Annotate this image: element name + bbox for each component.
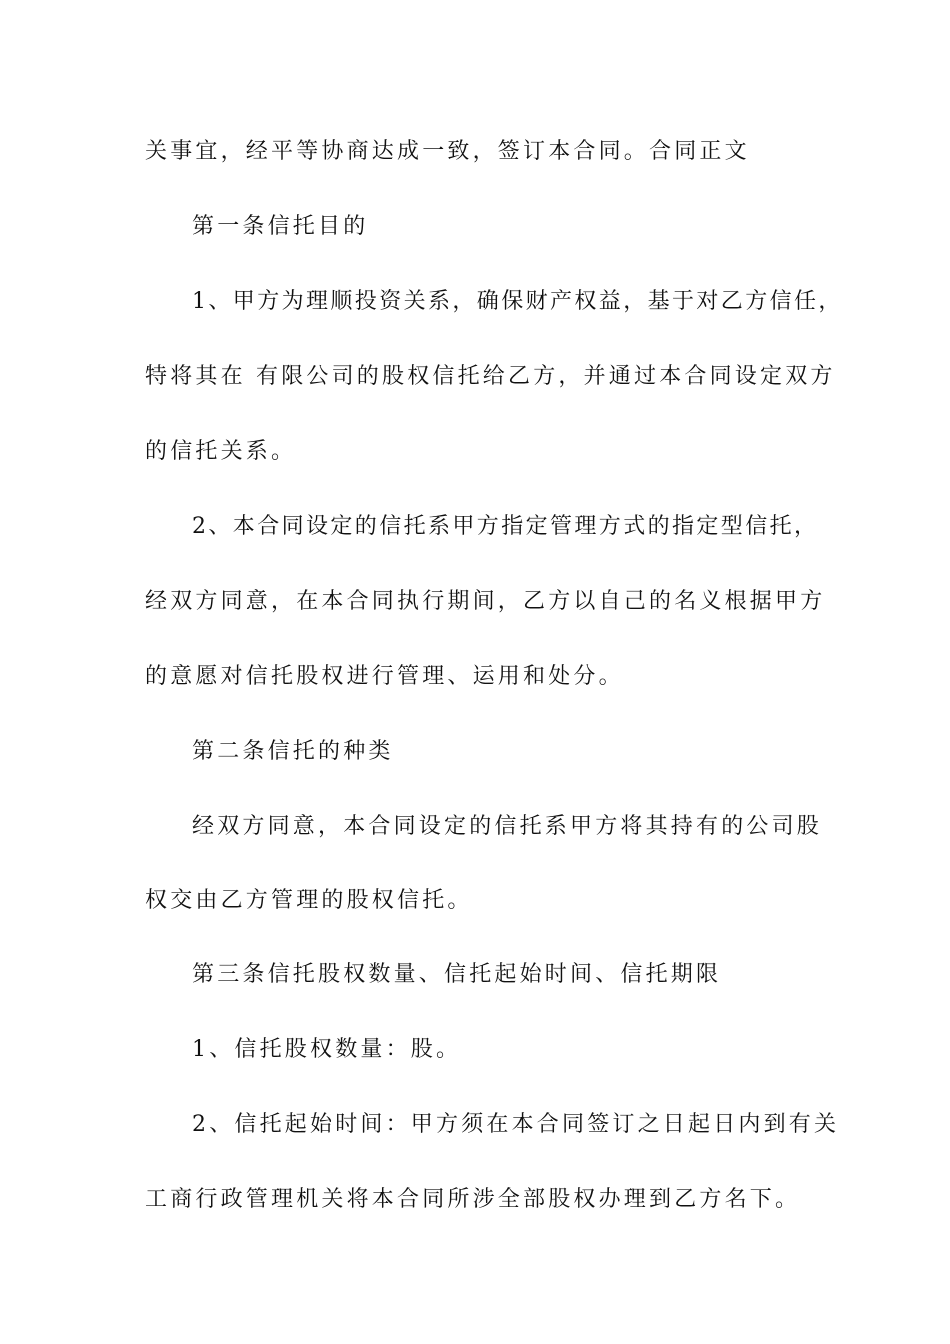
article-heading: 第一条信托目的 [192, 214, 369, 239]
paragraph-line: 1、甲方为理顺投资关系，确保财产权益，基于对乙方信任， [192, 289, 843, 314]
paragraph-line: 的信托关系。 [145, 439, 297, 464]
paragraph-line: 的意愿对信托股权进行管理、运用和处分。 [145, 664, 624, 689]
paragraph-line: 特将其在 有限公司的股权信托给乙方，并通过本合同设定双方 [145, 364, 836, 389]
article-heading: 第三条信托股权数量、信托起始时间、信托期限 [192, 962, 722, 987]
paragraph-line: 关事宜，经平等协商达成一致，签订本合同。合同正文 [145, 139, 750, 164]
paragraph-line: 权交由乙方管理的股权信托。 [145, 888, 473, 913]
paragraph-line: 1、信托股权数量：股。 [192, 1037, 462, 1062]
paragraph-line: 工商行政管理机关将本合同所涉全部股权办理到乙方名下。 [145, 1187, 801, 1212]
paragraph-line: 2、信托起始时间：甲方须在本合同签订之日起日内到有关 [192, 1112, 840, 1137]
paragraph-line: 2、本合同设定的信托系甲方指定管理方式的指定型信托， [192, 514, 819, 539]
paragraph-line: 经双方同意，本合同设定的信托系甲方将其持有的公司股 [192, 814, 823, 839]
article-heading: 第二条信托的种类 [192, 739, 394, 764]
paragraph-line: 经双方同意，在本合同执行期间，乙方以自己的名义根据甲方 [145, 589, 826, 614]
